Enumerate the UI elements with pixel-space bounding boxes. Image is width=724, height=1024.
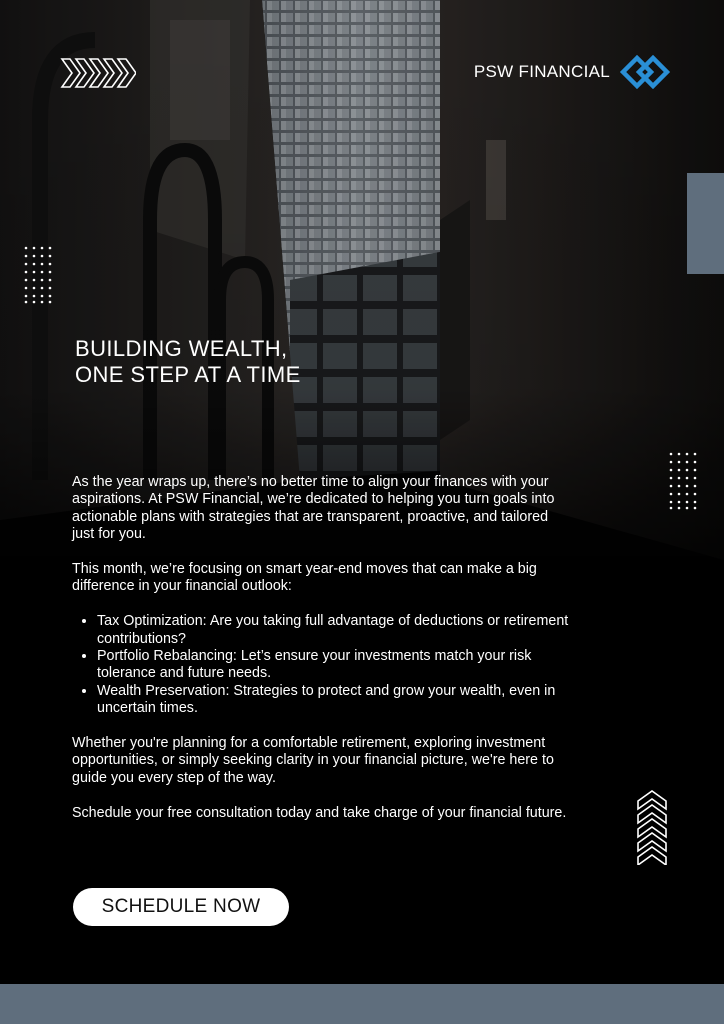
tips-list: [72, 613, 572, 717]
footer-bar: [0, 984, 724, 1024]
chevrons-up-icon: [636, 789, 668, 865]
intro-paragraph: As the year wraps up, there’s no better time to align your finances with your aspirations. At PSW Financial, we’re dedicated to helping you turn goals into actionable plans with strategies that are transparent, proactive, and tailored just for you.: [72, 474, 555, 543]
closing-paragraph: Whether you're planning for a comfortable retirement, exploring investment opportunities, or simply seeking clarity in your financial picture, we're here to guide you every step of the way.: [72, 735, 554, 786]
brand-name: PSW FINANCIAL: [473, 62, 610, 81]
focus-paragraph: This month, we’re focusing on smart year-end moves that can make a big difference in your financial outlook:: [72, 561, 537, 595]
headline-line-1: BUILDING WEALTH,: [75, 336, 288, 361]
list-item: • Wealth Preservation: Strategies to protect and grow your wealth, even in uncertain times.: [97, 683, 572, 718]
schedule-now-button[interactable]: SCHEDULE NOW: [73, 888, 289, 926]
accent-side-rectangle: [687, 173, 724, 274]
list-item: • Portfolio Rebalancing: Let’s ensure your investments match your risk tolerance and future needs.: [97, 648, 572, 683]
interlocking-diamonds-logo-icon: [620, 55, 670, 89]
newsletter-body: [72, 474, 572, 839]
dot-grid-icon: [24, 246, 52, 304]
call-to-action-paragraph: Schedule your free consultation today and take charge of your financial future.: [72, 804, 567, 821]
headline: [75, 336, 301, 388]
list-item: • Tax Optimization: Are you taking full advantage of deductions or retirement contributions?: [97, 613, 572, 648]
dot-grid-icon: [669, 452, 697, 510]
headline-line-2: ONE STEP AT A TIME: [75, 362, 301, 387]
chevrons-right-icon: [60, 57, 136, 89]
brand-header: [474, 55, 670, 89]
